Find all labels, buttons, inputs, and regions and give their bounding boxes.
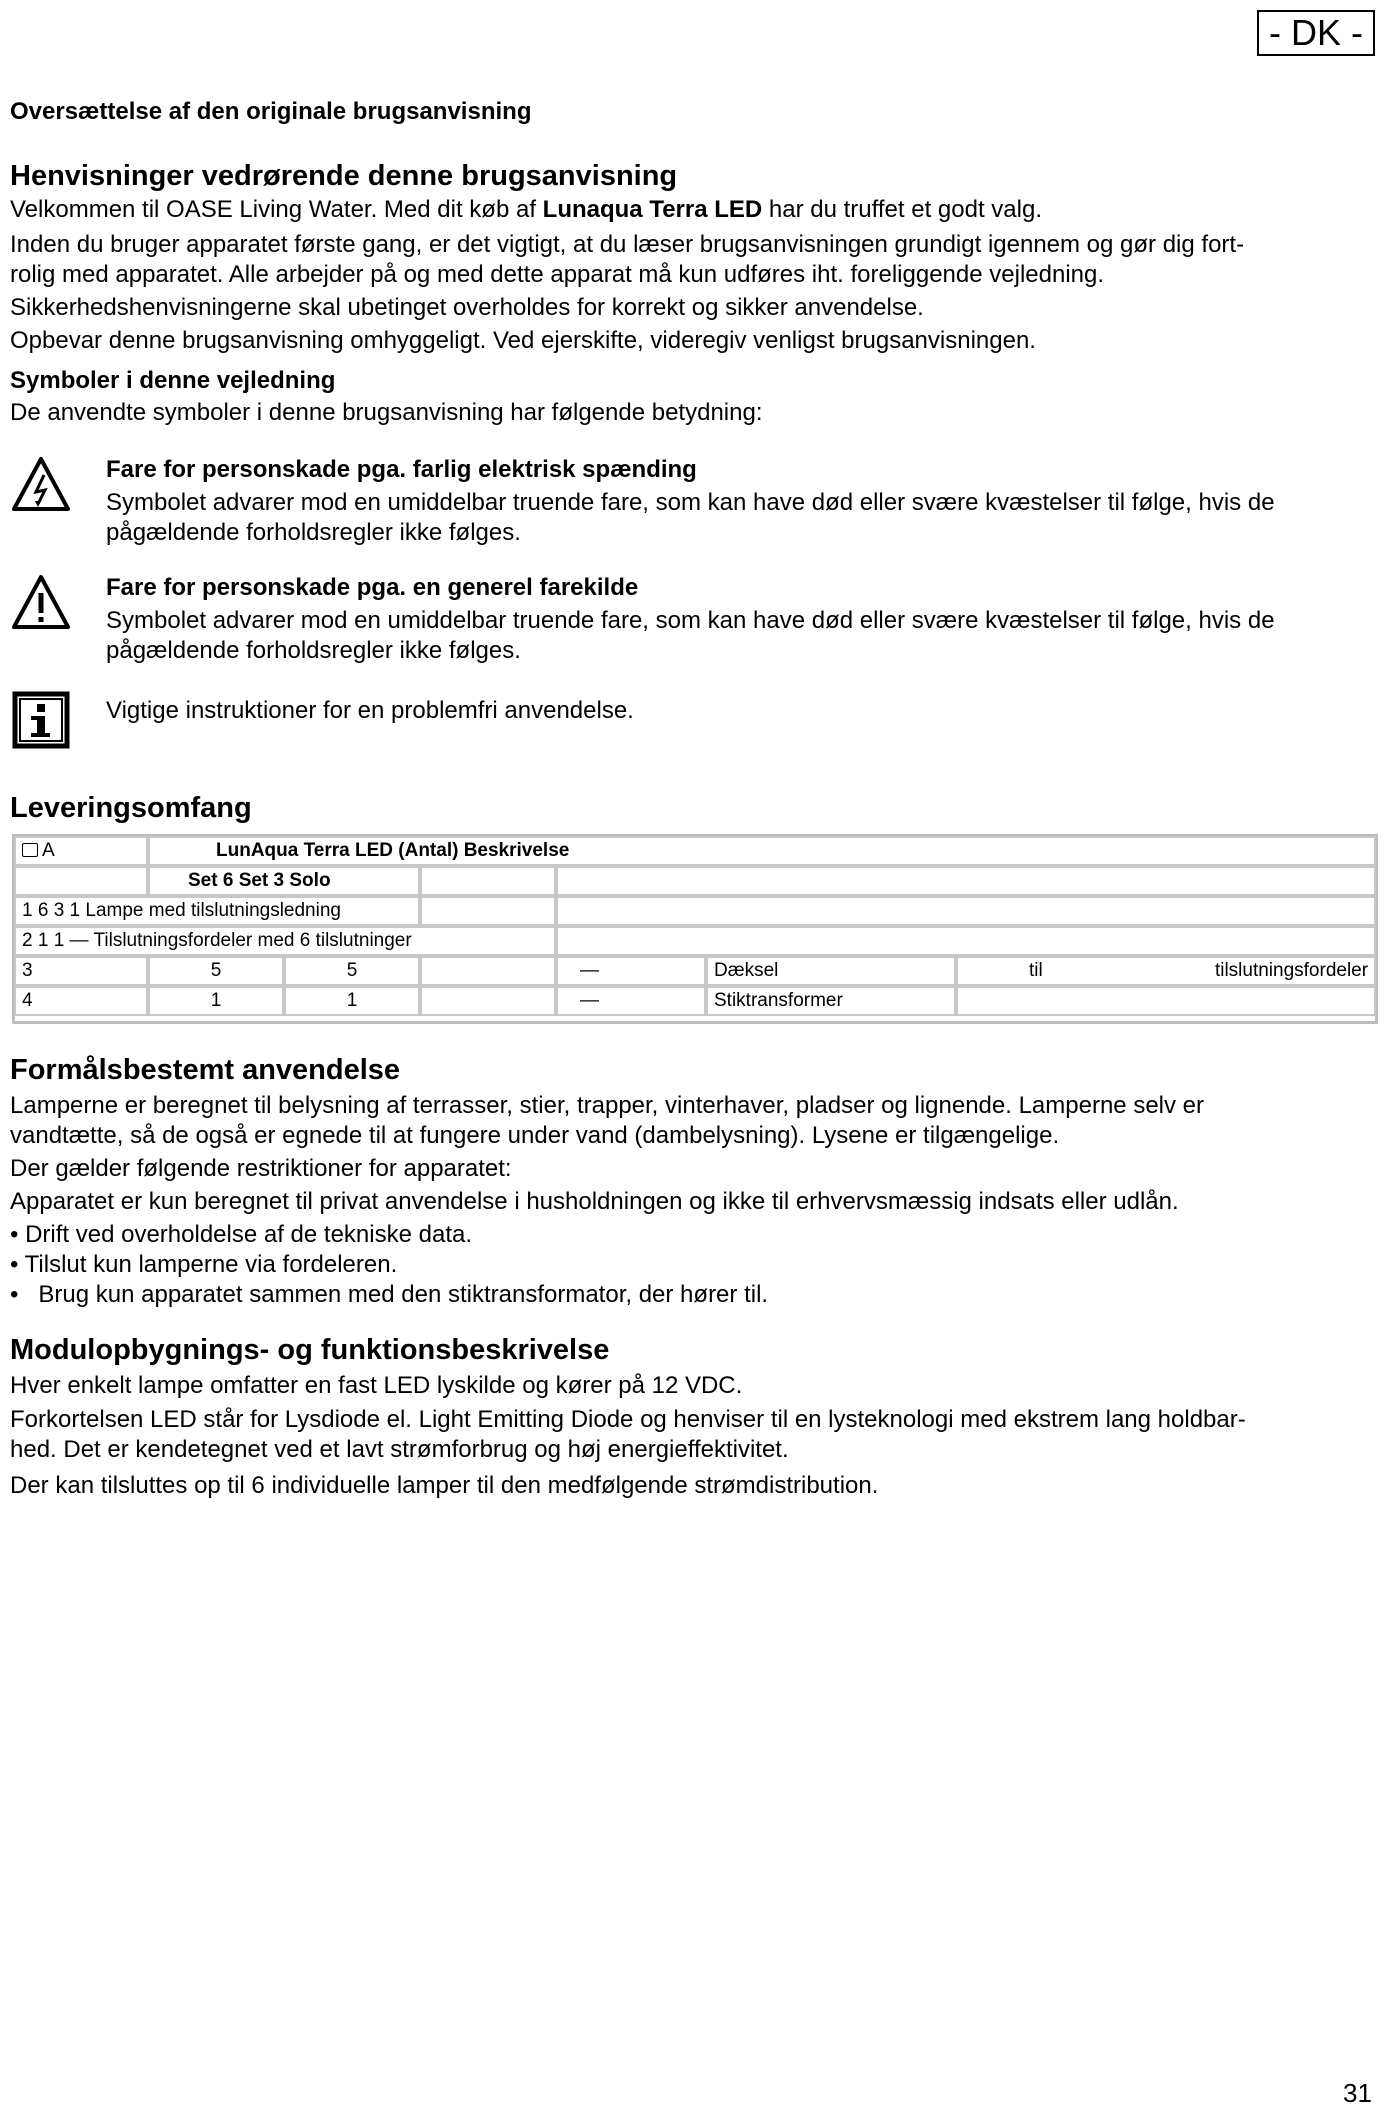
intended-use-line3: Der gælder følgende restriktioner for apparatet:: [10, 1155, 512, 1182]
row-2-merged: 2 1 1 — Tilslutningsfordeler med 6 tilslutninger: [14, 926, 556, 956]
row-1-merged: 1 6 3 1 Lampe med tilslutningsledning: [14, 896, 420, 926]
list-item: [10, 1281, 768, 1309]
list-item: [10, 1221, 472, 1249]
table-cell-empty: [556, 926, 1376, 956]
row-4-a: 4: [14, 986, 148, 1016]
row-3-set6: 5: [148, 956, 284, 986]
table-cell-empty: [420, 956, 556, 986]
header-sets: Set 6 Set 3 Solo: [148, 866, 420, 896]
symbols-intro: De anvendte symboler i denne brugsanvisning har følgende betydning:: [10, 399, 763, 426]
module-line2: Forkortelsen LED står for Lysdiode el. Light Emitting Diode og henviser til en lysteknologi med ekstrem lang holdbar-: [10, 1406, 1246, 1433]
notes-line3: rolig med apparatet. Alle arbejder på og med dette apparat må kun udføres iht. foreliggende vejledning.: [10, 261, 1105, 288]
table-cell-empty: [556, 896, 1376, 926]
intended-use-line1: Lamperne er beregnet til belysning af terrasser, stier, trapper, vinterhaver, pladser og lignende. Lamperne selv er: [10, 1092, 1205, 1119]
row-3-set3: 5: [284, 956, 420, 986]
intended-use-line2: vandtætte, så de også er egnede til at fungere under vand (dambelysning). Lysene er tilgængelige.: [10, 1122, 1060, 1149]
header-title: LunAqua Terra LED (Antal) Beskrivelse: [148, 836, 1376, 866]
electric-warning-icon: [10, 455, 72, 513]
intended-use-line4: Apparatet er kun beregnet til privat anvendelse i husholdningen og ikke til erhvervsmæssig indsats eller udlån.: [10, 1188, 1179, 1215]
notes-line2: Inden du bruger apparatet første gang, er det vigtigt, at du læser brugsanvisningen grundigt igennem og gør dig fort-: [10, 231, 1245, 258]
row-4-solo: —: [556, 986, 706, 1016]
welcome-suffix: har du truffet et godt valg.: [762, 196, 1042, 223]
notes-line4: Sikkerhedshenvisningerne skal ubetinget overholdes for korrekt og sikker anvendelse.: [10, 294, 924, 321]
table-row: [14, 986, 1376, 1016]
module-line4: Der kan tilsluttes op til 6 individuelle lamper til den medfølgende strømdistribution.: [10, 1472, 879, 1499]
table-cell-empty: [14, 866, 148, 896]
notes-welcome: [10, 196, 1042, 224]
table-row: [14, 896, 1376, 926]
welcome-product: Lunaqua Terra LED: [542, 196, 763, 223]
symbol-title-electric: Fare for personskade pga. farlig elektrisk spænding: [106, 456, 697, 483]
module-line1: Hver enkelt lampe omfatter en fast LED lyskilde og kører på 12 VDC.: [10, 1372, 743, 1399]
table-cell-empty: [420, 986, 556, 1016]
symbol-text-electric-1: Symbolet advarer mod en umiddelbar truende fare, som kan have død eller svære kvæstelser til følge, hvis de: [106, 489, 1275, 516]
symbols-heading: Symboler i denne vejledning: [10, 367, 336, 394]
table-subheader-row: [14, 866, 1376, 896]
table-row: [14, 926, 1376, 956]
bullet-dot: •: [10, 1251, 25, 1278]
intended-use-heading: Formålsbestemt anvendelse: [10, 1054, 401, 1086]
table-header-row: [14, 836, 1376, 866]
bullet-text: Brug kun apparatet sammen med den stiktransformator, der hører til.: [38, 1281, 769, 1308]
symbol-text-general-2: pågældende forholdsregler ikke følges.: [106, 637, 521, 664]
header-col-a-label: A: [42, 840, 55, 861]
row-3-a: 3: [14, 956, 148, 986]
language-tag: - DK -: [1257, 10, 1375, 56]
bullet-dot: •: [10, 1281, 39, 1308]
row-4-set6: 1: [148, 986, 284, 1016]
table-cell-empty: [956, 986, 1376, 1016]
welcome-prefix: Velkommen til OASE Living Water. Med dit køb af: [10, 196, 543, 223]
bullet-dot: •: [10, 1221, 26, 1248]
module-heading: Modulopbygnings- og funktionsbeskrivelse: [10, 1334, 610, 1366]
table-cell-empty: [420, 866, 556, 896]
table-cell-empty: [556, 866, 1376, 896]
symbol-text-electric-2: pågældende forholdsregler ikke følges.: [106, 519, 521, 546]
row-3-desc: Dæksel: [706, 956, 956, 986]
table-cell-empty: [420, 896, 556, 926]
bullet-text: Tilslut kun lamperne via fordeleren.: [24, 1251, 398, 1278]
row-4-desc: Stiktransformer: [706, 986, 956, 1016]
general-warning-icon: [10, 573, 72, 631]
checkbox-icon: [22, 843, 38, 857]
row-4-set3: 1: [284, 986, 420, 1016]
symbol-title-general: Fare for personskade pga. en generel farekilde: [106, 574, 639, 601]
row-3-desc2: til: [1029, 960, 1043, 981]
scope-heading: Leveringsomfang: [10, 792, 252, 824]
translation-title: Oversættelse af den originale brugsanvisning: [10, 98, 532, 125]
table-row: [14, 956, 1376, 986]
bullet-text: Drift ved overholdelse af de tekniske data.: [25, 1221, 472, 1248]
header-col-a: [14, 836, 148, 866]
symbol-text-general-1: Symbolet advarer mod en umiddelbar truende fare, som kan have død eller svære kvæstelser til følge, hvis de: [106, 607, 1275, 634]
row-3-desc3: tilslutningsfordeler: [1214, 960, 1369, 981]
symbol-text-info: Vigtige instruktioner for en problemfri anvendelse.: [106, 697, 634, 724]
list-item: [10, 1251, 397, 1279]
row-3-desc-rest: [956, 956, 1376, 986]
info-icon: [12, 691, 70, 749]
notes-heading: Henvisninger vedrørende denne brugsanvisning: [10, 160, 678, 192]
page-number: 31: [1343, 2078, 1372, 2108]
notes-line5: Opbevar denne brugsanvisning omhyggeligt. Ved ejerskifte, videregiv venligst brugsanvisningen.: [10, 327, 1036, 354]
module-line3: hed. Det er kendetegnet ved et lavt strømforbrug og høj energieffektivitet.: [10, 1436, 789, 1463]
row-3-solo: —: [556, 956, 706, 986]
scope-table: [14, 836, 1376, 1016]
